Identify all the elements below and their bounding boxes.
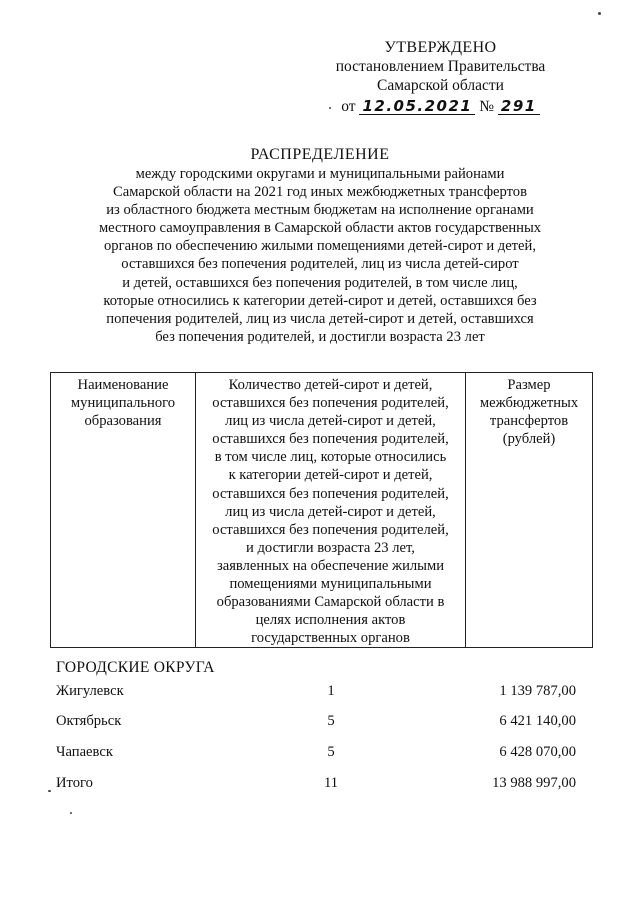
subtitle-line: оставшихся без попечения родителей, лиц из числа детей-сирот [121,256,519,273]
column-header-count [196,373,466,648]
header-line: Размер [507,377,551,393]
subtitle-line: без попечения родителей, и достигли возраста 23 лет [155,328,485,345]
header-line: и достигли возраста 23 лет, [246,539,415,556]
table-header-row [51,373,593,648]
header-line: оставшихся без попечения родителей, [212,485,449,502]
subtitle-line: из областного бюджета местным бюджетам на исполнение органами [106,202,534,219]
municipality-name: Жигулевск [56,683,124,699]
handwritten-number: 291 [498,98,540,115]
header-line: лиц из числа детей-сирот и детей, [225,413,436,430]
total-label: Итого [56,775,93,791]
column-header-amount [466,373,593,648]
header-line: помещениями муниципальными [229,576,432,593]
subtitle-line: Самарской области на 2021 год иных межбюджетных трансфертов [113,184,527,201]
children-count: 5 [327,713,335,729]
document-title: РАСПРЕДЕЛЕНИЕ [250,146,390,163]
header-line: межбюджетных [479,395,579,412]
table-row [56,713,576,735]
approval-heading: УТВЕРЖДЕНО [384,39,497,56]
children-count: 5 [327,744,335,760]
subtitle-line: органов по обеспечению жилыми помещениями детей-сирот и детей, [104,238,536,255]
header-line: оставшихся без попечения родителей, [212,521,449,538]
transfer-amount: 1 139 787,00 [499,683,576,699]
scan-speck [48,790,51,792]
transfer-amount: 6 421 140,00 [499,713,576,729]
subtitle-line: между городскими округами и муниципальными районами [135,166,505,182]
header-line: оставшихся без попечения родителей, [212,431,449,448]
approval-block [318,38,563,116]
transfer-amount: 6 428 070,00 [499,744,576,760]
approval-line-1: постановлением Правительства [335,58,546,75]
scan-speck [598,12,601,15]
total-amount: 13 988 997,00 [492,775,576,791]
total-count: 11 [323,775,339,791]
column-header-municipality [51,373,196,648]
header-line: к категории детей-сирот и детей, [228,467,433,484]
handwritten-date: 12.05.2021 [359,98,475,115]
document-subtitle [60,165,580,346]
approval-line-2: Самарской области [377,77,504,94]
header-line: (рублей) [502,431,556,448]
header-line: образованиями Самарской области в [216,594,445,611]
scan-speck [70,812,72,814]
subtitle-line: и детей, оставшихся без попечения родителей, в том числе лиц, [122,274,518,291]
children-count: 1 [327,683,335,699]
header-line: лиц из числа детей-сирот и детей, [225,503,436,520]
header-line: образования [84,413,162,430]
header-line: муниципального [70,395,176,412]
total-row [56,775,576,797]
approval-date-line [318,97,563,116]
distribution-table-header [50,372,593,648]
table-row [56,744,576,766]
subtitle-line: местного самоуправления в Самарской области актов государственных [98,220,542,237]
header-line: Наименование [77,377,169,393]
section-title-urban-districts: ГОРОДСКИЕ ОКРУГА [56,659,215,676]
municipality-name: Октябрьск [56,713,122,729]
scan-speck [329,107,331,109]
header-line: в том числе лиц, которые относились [214,449,447,466]
header-line: Количество детей-сирот и детей, [228,377,433,393]
date-prefix: от [341,98,356,115]
subtitle-line: попечения родителей, лиц из числа детей-сирот и детей, оставшихся [106,310,534,327]
header-line: государственных органов [251,630,410,647]
header-line: заявленных на обеспечение жилыми [216,557,445,574]
header-line: целях исполнения актов [255,612,406,629]
number-prefix: № [479,98,495,115]
subtitle-line: которые относились к категории детей-сирот и детей, оставшихся без [103,292,537,309]
header-line: трансфертов [489,413,569,430]
municipality-name: Чапаевск [56,744,113,760]
table-row [56,683,576,705]
header-line: оставшихся без попечения родителей, [212,395,449,412]
